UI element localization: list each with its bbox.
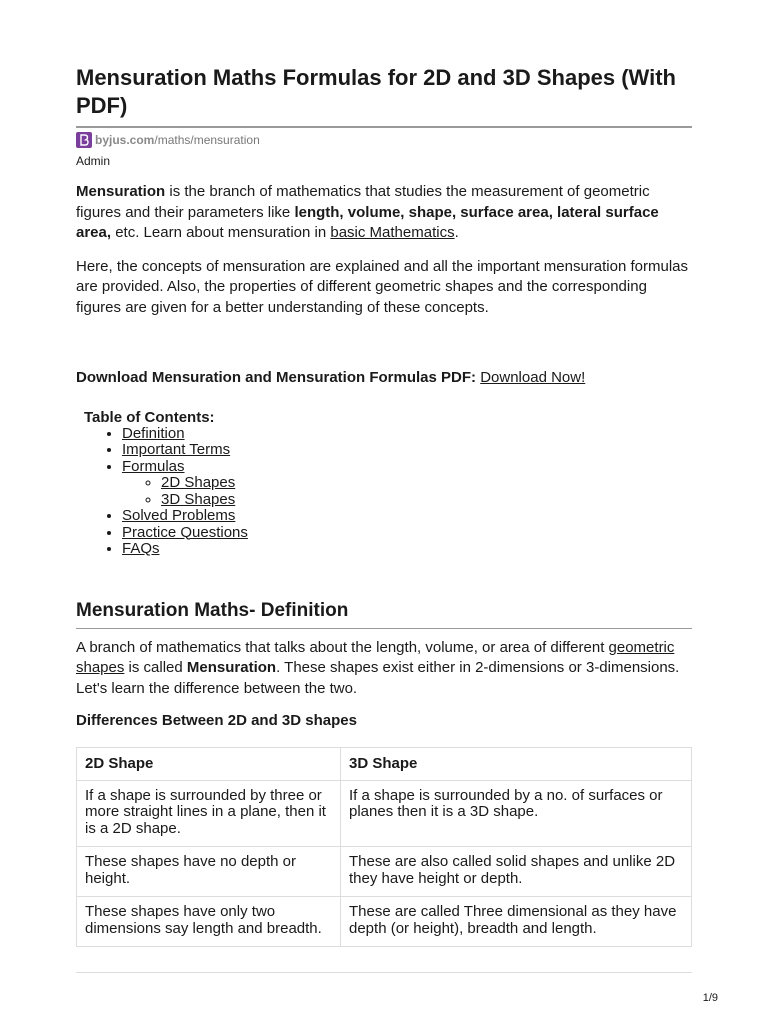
toc-title: Table of Contents: [84,408,215,426]
download-label: Download Mensuration and Mensuration Formulas PDF: [76,369,477,386]
page-title: Mensuration Maths Formulas for 2D and 3D Shapes (With PDF) [76,65,676,118]
toc-item [122,459,692,509]
source-line [76,132,692,148]
toc-list [76,426,692,558]
table-cell: If a shape is surrounded by a no. of surfaces or planes then it is a 3D shape. [341,780,692,847]
intro-bold-term: Mensuration [76,183,166,200]
title-divider [76,126,692,128]
table-cell: These are called Three dimensional as they have depth (or height), breadth and length. [341,897,692,947]
source-path: /maths/mensuration [154,133,260,147]
section-heading: Mensuration Maths- Definition [76,599,349,621]
source-domain-link[interactable]: byjus.com [95,133,155,147]
toc-link-faqs[interactable]: FAQs [122,540,160,557]
toc-item [122,525,692,542]
toc-subitem [161,475,692,492]
table-subheading: Differences Between 2D and 3D shapes [76,712,357,729]
author: Admin [76,154,111,168]
toc-link-formulas[interactable]: Formulas [122,457,185,475]
section-divider [76,628,692,629]
table-cell: If a shape is surrounded by three or more straight lines in a plane, then it is a 2D shape. [77,780,341,847]
toc-link-practice-questions[interactable]: Practice Questions [122,523,248,541]
mensuration-bold: Mensuration [186,659,277,676]
toc-item [122,426,692,443]
intro-paragraph-2: Here, the concepts of mensuration are explained and all the important mensuration formulas are provided. Also, the properties of different geometric shapes and the corresponding figures are given for a better understanding of these concepts. [76,257,689,316]
toc-item [122,541,692,558]
table-row [77,780,692,847]
table-cell: These shapes have no depth or height. [77,847,341,897]
document-page [76,64,692,947]
download-line [76,368,692,389]
byjus-logo-icon [76,132,92,148]
page-number: 1/9 [702,992,718,1004]
toc-link-solved-problems[interactable]: Solved Problems [122,507,236,524]
comparison-table [76,747,692,947]
toc-link-3d-shapes[interactable]: 3D Shapes [161,490,236,508]
column-header-3d: 3D Shape [341,748,692,781]
toc-sublist [122,475,692,508]
footer-divider [76,972,692,973]
download-now-link[interactable]: Download Now! [480,369,586,386]
intro-paragraph-1: Mensuration is the branch of mathematics that studies the measurement of geometric figures and their parameters like length, volume, shape, surface area, lateral surface area, etc. Learn about mensuration in basic Mathematics. [76,183,659,241]
geometric-shapes-link[interactable]: geometric shapes [76,638,675,676]
table-row [77,897,692,947]
table-header-row [77,748,692,781]
toc-item [122,508,692,525]
intro-bold-params: length, volume, shape, surface area, lateral surface area, [76,203,659,241]
basic-mathematics-link[interactable]: basic Mathematics [330,224,455,241]
column-header-2d: 2D Shape [77,748,341,781]
toc-subitem [161,492,692,509]
toc-link-2d-shapes[interactable]: 2D Shapes [161,474,236,491]
table-row [77,847,692,897]
table-cell: These are also called solid shapes and unlike 2D they have height or depth. [341,847,692,897]
table-cell: These shapes have only two dimensions say length and breadth. [77,897,341,947]
toc-link-important-terms[interactable]: Important Terms [122,441,231,458]
table-of-contents [76,409,692,558]
definition-paragraph: A branch of mathematics that talks about the length, volume, or area of different geometric shapes is called Mensuration. These shapes exist either in 2-dimensions or 3-dimensions. Let's learn the difference between the two. [76,638,680,697]
toc-link-definition[interactable]: Definition [122,424,185,442]
toc-item [122,442,692,459]
